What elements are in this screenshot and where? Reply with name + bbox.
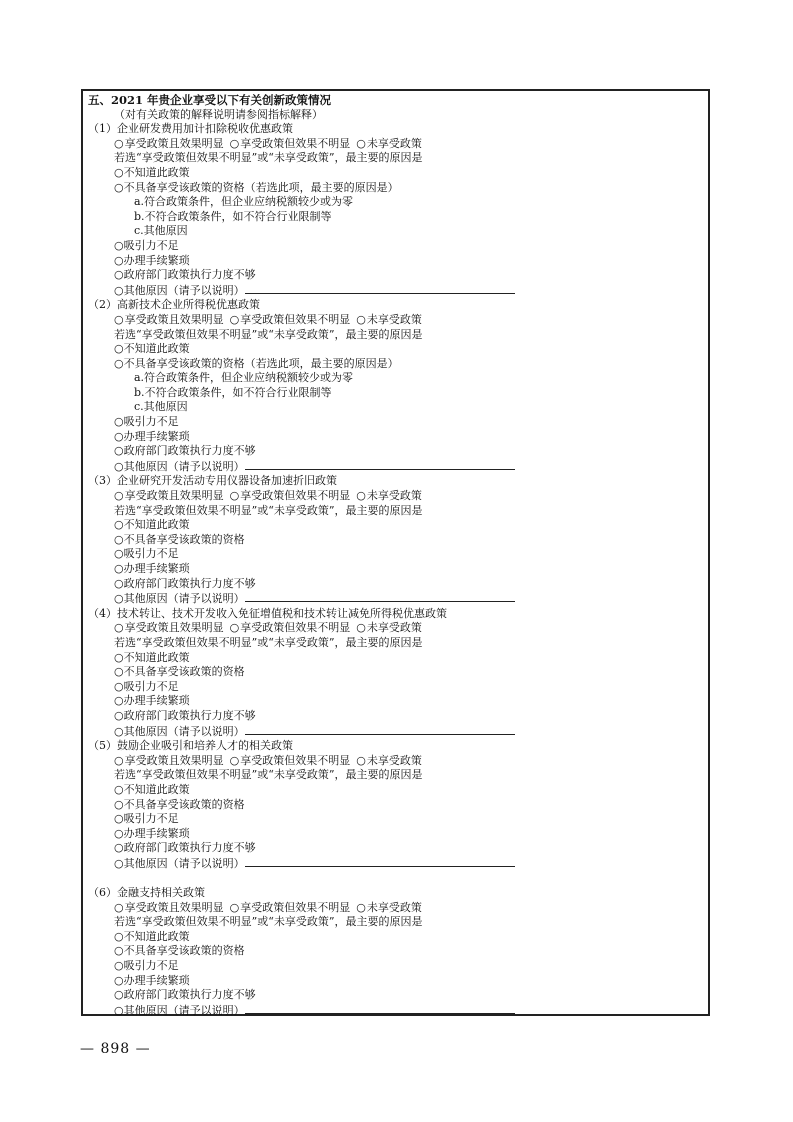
other-reason-field[interactable] (245, 591, 515, 602)
radio-circle-icon: ○ (114, 518, 124, 532)
radio-circle-icon: ○ (114, 753, 124, 767)
radio-circle-icon: ○ (229, 753, 240, 767)
radio-circle-icon: ○ (114, 268, 124, 282)
form-note: （对有关政策的解释说明请参阅指标解释） (114, 107, 323, 121)
reason-unattractive[interactable]: ○吸引力不足 (114, 679, 179, 693)
radio-circle-icon: ○ (114, 283, 124, 297)
radio-circle-icon: ○ (114, 459, 124, 473)
reason-ineligible[interactable]: ○不具备享受该政策的资格 (114, 665, 245, 679)
reason-ineligible[interactable]: ○不具备享受该政策的资格 (114, 797, 245, 811)
radio-circle-icon: ○ (114, 944, 124, 958)
reason-other[interactable]: ○其他原因（请予以说明） (88, 1003, 698, 1019)
radio-circle-icon: ○ (356, 136, 366, 150)
section-gap (88, 871, 698, 886)
option-not-enjoyed[interactable]: ○未享受政策 (356, 312, 422, 326)
reason-weak-enforcement[interactable]: ○政府部门政策执行力度不够 (114, 268, 256, 282)
option-not-effective[interactable]: ○享受政策但效果不明显 (229, 136, 351, 150)
radio-circle-icon: ○ (114, 312, 124, 326)
reason-cumbersome[interactable]: ○办理手续繁琐 (114, 429, 190, 443)
reason-cumbersome[interactable]: ○办理手续繁琐 (114, 973, 190, 987)
reason-prompt: 若选“享受政策但效果不明显”或“未享受政策”，最主要的原因是 (114, 327, 423, 341)
form-title: 五、2021 年贵企业享受以下有关创新政策情况 (88, 93, 332, 107)
reason-unaware[interactable]: ○不知道此政策 (114, 782, 190, 796)
radio-circle-icon: ○ (114, 679, 124, 693)
reason-prompt: 若选“享受政策但效果不明显”或“未享受政策”，最主要的原因是 (114, 151, 423, 165)
reason-other[interactable]: ○其他原因（请予以说明） (88, 856, 698, 872)
radio-circle-icon: ○ (114, 782, 124, 796)
radio-circle-icon: ○ (114, 708, 124, 722)
radio-circle-icon: ○ (114, 959, 124, 973)
reason-ineligible[interactable]: ○不具备享受该政策的资格 (114, 532, 245, 546)
reason-unaware[interactable]: ○不知道此政策 (114, 342, 190, 356)
option-not-effective[interactable]: ○享受政策但效果不明显 (229, 312, 351, 326)
radio-circle-icon: ○ (229, 621, 240, 635)
reason-other[interactable]: ○其他原因（请予以说明） (88, 591, 698, 607)
radio-circle-icon: ○ (114, 547, 124, 561)
option-effective[interactable]: ○享受政策且效果明显 (114, 312, 224, 326)
other-reason-field[interactable] (245, 459, 515, 470)
reason-weak-enforcement[interactable]: ○政府部门政策执行力度不够 (114, 841, 256, 855)
option-effective[interactable]: ○享受政策且效果明显 (114, 900, 224, 914)
other-reason-field[interactable] (245, 1003, 515, 1014)
sub-reason-b: b.不符合政策条件，如不符合行业限制等 (134, 385, 332, 399)
reason-ineligible[interactable]: ○不具备享受该政策的资格 (114, 944, 245, 958)
section-3-options (88, 489, 698, 504)
sub-reason-c: c.其他原因 (134, 400, 188, 414)
radio-circle-icon: ○ (114, 165, 124, 179)
radio-circle-icon: ○ (114, 489, 124, 503)
option-effective[interactable]: ○享受政策且效果明显 (114, 489, 224, 503)
section-5-title: （5）鼓励企业吸引和培养人才的相关政策 (88, 739, 293, 753)
radio-circle-icon: ○ (114, 532, 124, 546)
radio-circle-icon: ○ (114, 356, 124, 370)
radio-circle-icon: ○ (114, 797, 124, 811)
option-not-enjoyed[interactable]: ○未享受政策 (356, 136, 422, 150)
option-effective[interactable]: ○享受政策且效果明显 (114, 136, 224, 150)
section-1-title: （1）企业研发费用加计扣除税收优惠政策 (88, 122, 293, 136)
reason-other[interactable]: ○其他原因（请予以说明） (88, 459, 698, 475)
reason-unattractive[interactable]: ○吸引力不足 (114, 415, 179, 429)
radio-circle-icon: ○ (356, 753, 366, 767)
option-not-enjoyed[interactable]: ○未享受政策 (356, 753, 422, 767)
reason-ineligible[interactable]: ○不具备享受该政策的资格（若选此项，最主要的原因是） (114, 180, 399, 194)
radio-circle-icon: ○ (229, 312, 240, 326)
reason-prompt: 若选“享受政策但效果不明显”或“未享受政策”，最主要的原因是 (114, 503, 423, 517)
section-5-options (88, 754, 698, 769)
reason-cumbersome[interactable]: ○办理手续繁琐 (114, 562, 190, 575)
radio-circle-icon: ○ (356, 621, 366, 635)
reason-ineligible[interactable]: ○不具备享受该政策的资格（若选此项，最主要的原因是） (114, 356, 399, 370)
radio-circle-icon: ○ (114, 856, 124, 870)
option-effective[interactable]: ○享受政策且效果明显 (114, 753, 224, 767)
reason-cumbersome[interactable]: ○办理手续繁琐 (114, 253, 190, 267)
reason-prompt: 若选“享受政策但效果不明显”或“未享受政策”，最主要的原因是 (114, 915, 423, 929)
radio-circle-icon: ○ (114, 665, 124, 679)
reason-unattractive[interactable]: ○吸引力不足 (114, 812, 179, 826)
radio-circle-icon: ○ (114, 650, 124, 664)
reason-unattractive[interactable]: ○吸引力不足 (114, 238, 179, 252)
reason-unattractive[interactable]: ○吸引力不足 (114, 959, 179, 973)
reason-weak-enforcement[interactable]: ○政府部门政策执行力度不够 (114, 576, 256, 590)
reason-unaware[interactable]: ○不知道此政策 (114, 518, 190, 532)
reason-other[interactable]: ○其他原因（请予以说明） (88, 724, 698, 740)
radio-circle-icon: ○ (114, 562, 124, 575)
section-2-options (88, 313, 698, 328)
radio-circle-icon: ○ (114, 826, 124, 840)
reason-prompt: 若选“享受政策但效果不明显”或“未享受政策”，最主要的原因是 (114, 768, 423, 782)
section-2-title: （2）高新技术企业所得税优惠政策 (88, 298, 260, 312)
radio-circle-icon: ○ (114, 429, 124, 443)
radio-circle-icon: ○ (356, 312, 366, 326)
radio-circle-icon: ○ (114, 342, 124, 356)
other-reason-field[interactable] (245, 724, 515, 735)
option-not-enjoyed[interactable]: ○未享受政策 (356, 900, 422, 914)
radio-circle-icon: ○ (114, 238, 124, 252)
reason-other[interactable]: ○其他原因（请予以说明） (88, 283, 698, 299)
reason-weak-enforcement[interactable]: ○政府部门政策执行力度不够 (114, 708, 256, 722)
reason-weak-enforcement[interactable]: ○政府部门政策执行力度不够 (114, 988, 256, 1002)
radio-circle-icon: ○ (114, 900, 124, 914)
option-not-effective[interactable]: ○享受政策但效果不明显 (229, 621, 351, 635)
radio-circle-icon: ○ (229, 136, 240, 150)
option-not-effective[interactable]: ○享受政策但效果不明显 (229, 900, 351, 914)
radio-circle-icon: ○ (356, 489, 366, 503)
sub-reason-b: b.不符合政策条件，如不符合行业限制等 (134, 209, 332, 223)
reason-weak-enforcement[interactable]: ○政府部门政策执行力度不够 (114, 444, 256, 458)
option-not-enjoyed[interactable]: ○未享受政策 (356, 621, 422, 635)
option-not-effective[interactable]: ○享受政策但效果不明显 (229, 489, 351, 503)
reason-cumbersome[interactable]: ○办理手续繁琐 (114, 694, 190, 708)
reason-unaware[interactable]: ○不知道此政策 (114, 165, 190, 179)
form-content (88, 93, 698, 1018)
reason-unaware[interactable]: ○不知道此政策 (114, 650, 190, 664)
section-6-options (88, 901, 698, 916)
radio-circle-icon: ○ (114, 973, 124, 987)
section-1-options (88, 137, 698, 152)
option-not-effective[interactable]: ○享受政策但效果不明显 (229, 753, 351, 767)
radio-circle-icon: ○ (229, 900, 240, 914)
section-4-options (88, 621, 698, 636)
section-4-title: （4）技术转让、技术开发收入免征增值税和技术转让减免所得税优惠政策 (88, 606, 447, 620)
radio-circle-icon: ○ (114, 841, 124, 855)
radio-circle-icon: ○ (114, 812, 124, 826)
section-3-title: （3）企业研究开发活动专用仪器设备加速折旧政策 (88, 474, 337, 488)
reason-unattractive[interactable]: ○吸引力不足 (114, 547, 179, 561)
radio-circle-icon: ○ (114, 929, 124, 943)
section-6-title: （6）金融支持相关政策 (88, 886, 205, 900)
option-not-enjoyed[interactable]: ○未享受政策 (356, 489, 422, 503)
radio-circle-icon: ○ (114, 444, 124, 458)
radio-circle-icon: ○ (114, 724, 124, 738)
page-number: — 898 — (80, 1041, 151, 1057)
radio-circle-icon: ○ (114, 180, 124, 194)
sub-reason-c: c.其他原因 (134, 224, 188, 238)
radio-circle-icon: ○ (114, 576, 124, 590)
sub-reason-a: a.符合政策条件，但企业应纳税额较少或为零 (134, 195, 354, 209)
radio-circle-icon: ○ (114, 1003, 124, 1017)
radio-circle-icon: ○ (114, 415, 124, 429)
radio-circle-icon: ○ (356, 900, 366, 914)
reason-unaware[interactable]: ○不知道此政策 (114, 929, 190, 943)
radio-circle-icon: ○ (114, 988, 124, 1002)
reason-prompt: 若选“享受政策但效果不明显”或“未享受政策”，最主要的原因是 (114, 635, 423, 649)
radio-circle-icon: ○ (114, 136, 124, 150)
radio-circle-icon: ○ (114, 253, 124, 267)
sub-reason-a: a.符合政策条件，但企业应纳税额较少或为零 (134, 371, 354, 385)
radio-circle-icon: ○ (114, 694, 124, 708)
radio-circle-icon: ○ (114, 621, 124, 635)
other-reason-field[interactable] (245, 283, 515, 294)
option-effective[interactable]: ○享受政策且效果明显 (114, 621, 224, 635)
other-reason-field[interactable] (245, 856, 515, 867)
radio-circle-icon: ○ (229, 489, 240, 503)
radio-circle-icon: ○ (114, 592, 124, 606)
reason-cumbersome[interactable]: ○办理手续繁琐 (114, 826, 190, 840)
